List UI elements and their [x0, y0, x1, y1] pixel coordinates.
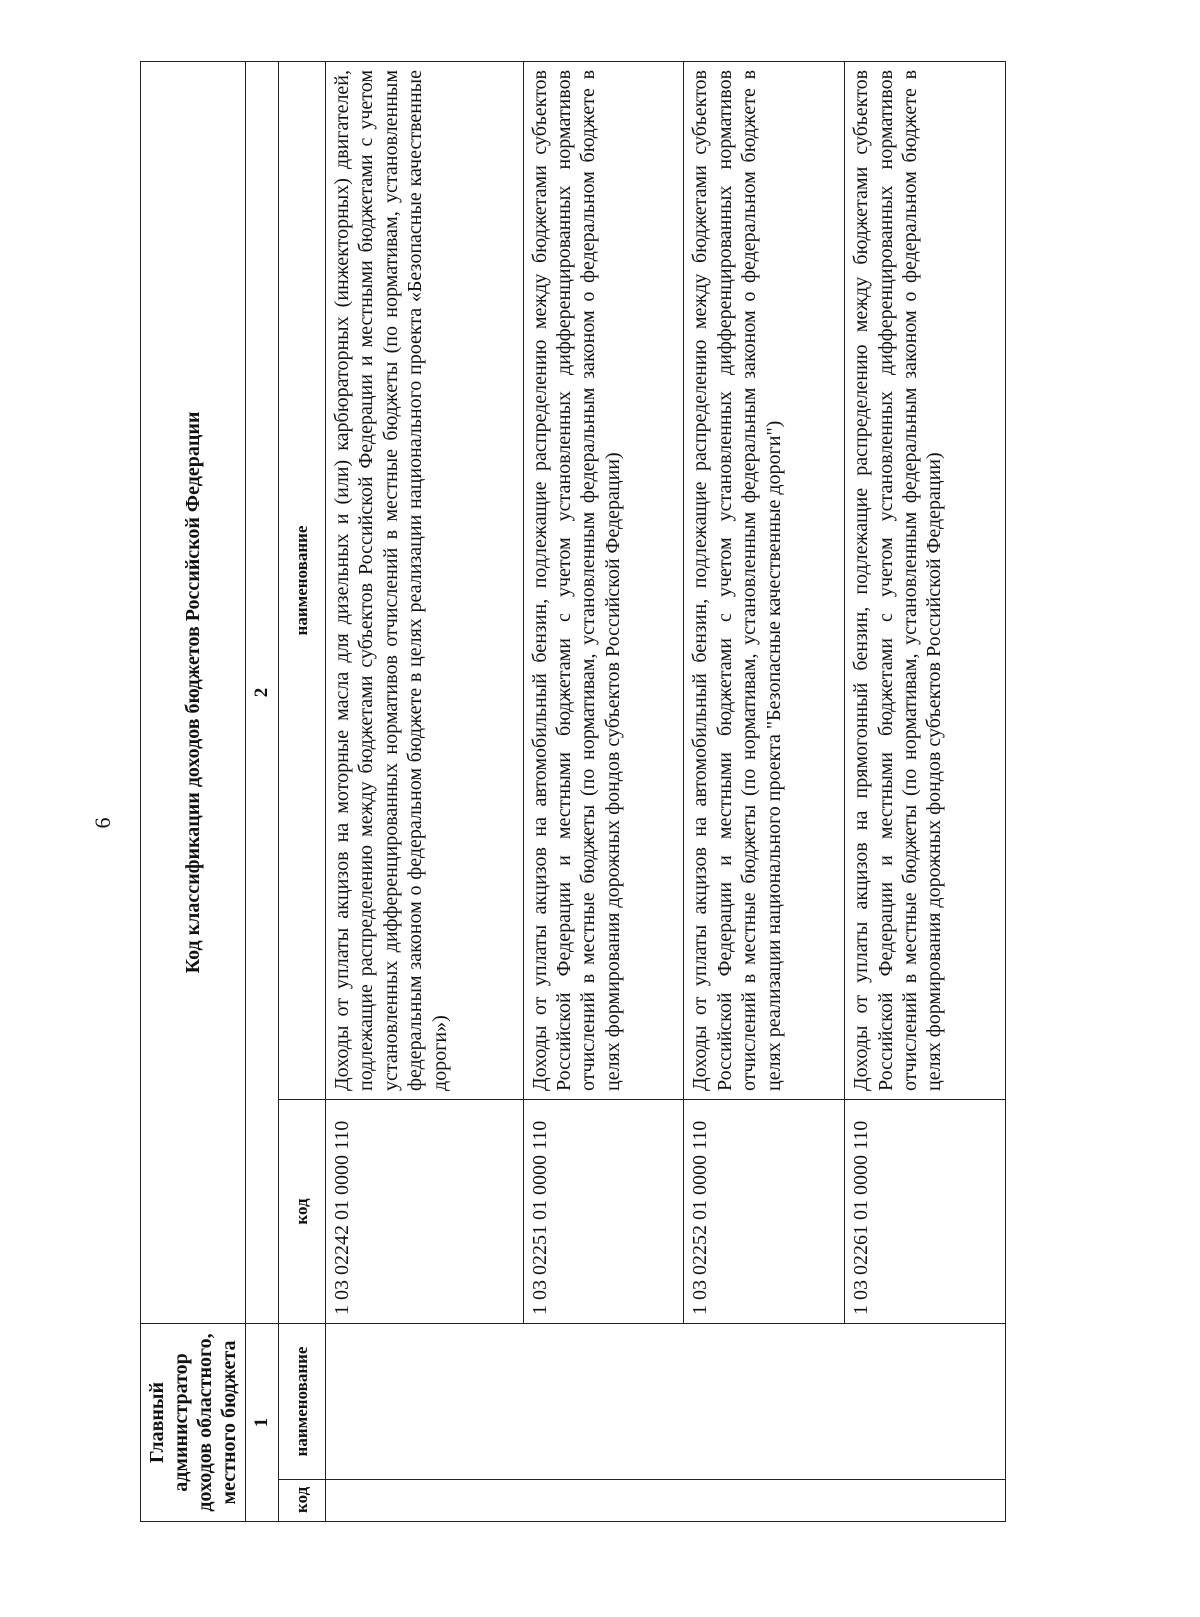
subheader-class-name: наименование: [279, 61, 326, 1099]
table-rotation-frame: [140, 62, 1006, 1522]
admin-code-cell: [845, 1480, 1006, 1522]
admin-name-cell: [845, 1324, 1006, 1480]
revenue-classification-table: [140, 61, 1006, 1522]
class-name-cell: Доходы от уплаты акцизов на автомобильный бензин, подлежащие распределению между бюджетами субъектов Российской Федерации и местными бюджетами с учетом установленных дифференцированных нормативов отчислений в местные бюджеты (по нормативам, установленным федеральным законом о федеральном бюджете в целях формирования дорожных фондов субъектов Российской Федерации): [523, 61, 684, 1099]
admin-name-cell: [684, 1324, 845, 1480]
table-row: [684, 61, 845, 1521]
table-row: [523, 61, 684, 1521]
class-name-cell: Доходы от уплаты акцизов на прямогонный бензин, подлежащие распределению между бюджетами субъектов Российской Федерации и местными бюджетами с учетом установленных дифференцированных нормативов отчислений в местные бюджеты (по нормативам, установленным федеральным законом о федеральном бюджете в целях формирования дорожных фондов субъектов Российской Федерации): [845, 61, 1006, 1099]
table-row: [845, 61, 1006, 1521]
admin-code-cell: [326, 1480, 524, 1522]
class-code-cell: 1 03 02251 01 0000 110: [523, 1100, 684, 1324]
class-name-cell: Доходы от уплаты акцизов на моторные масла для дизельных и (или) карбюраторных (инжекторных) двигателей, подлежащие распределению между бюджетами субъектов Российской Федерации и местными бюджетами с учетом установленных дифференцированных нормативов отчислений в местные бюджеты (по нормативам, установленным федеральным законом о федеральном бюджете в целях реализации национального проекта «Безопасные качественные дороги»): [326, 61, 524, 1099]
column-number-2: 2: [246, 61, 279, 1323]
subheader-admin-name: наименование: [279, 1324, 326, 1480]
admin-code-cell: [523, 1480, 684, 1522]
subheader-admin-code: код: [279, 1480, 326, 1522]
column-number-1: 1: [246, 1324, 279, 1522]
class-name-cell: Доходы от уплаты акцизов на автомобильный бензин, подлежащие распределению между бюджетами субъектов Российской Федерации и местными бюджетами с учетом установленных дифференцированных нормативов отчислений в местные бюджеты (по нормативам, установленным федеральным законом о федеральном бюджете в целях реализации национального проекта "Безопасные качественные дороги"): [684, 61, 845, 1099]
table-container: [140, 62, 1006, 1522]
table-row: [326, 61, 524, 1521]
class-code-cell: 1 03 02242 01 0000 110: [326, 1100, 524, 1324]
admin-name-cell: [523, 1324, 684, 1480]
class-code-cell: 1 03 02261 01 0000 110: [845, 1100, 1006, 1324]
admin-name-cell: [326, 1324, 524, 1480]
header-classification: Код классификации доходов бюджетов Российской Федерации: [141, 61, 246, 1323]
header-admin: Главный администратор доходов областного, местного бюджета: [141, 1324, 246, 1522]
subheader-class-code: код: [279, 1100, 326, 1324]
page-number: 6: [90, 817, 115, 829]
class-code-cell: 1 03 02252 01 0000 110: [684, 1100, 845, 1324]
admin-code-cell: [684, 1480, 845, 1522]
